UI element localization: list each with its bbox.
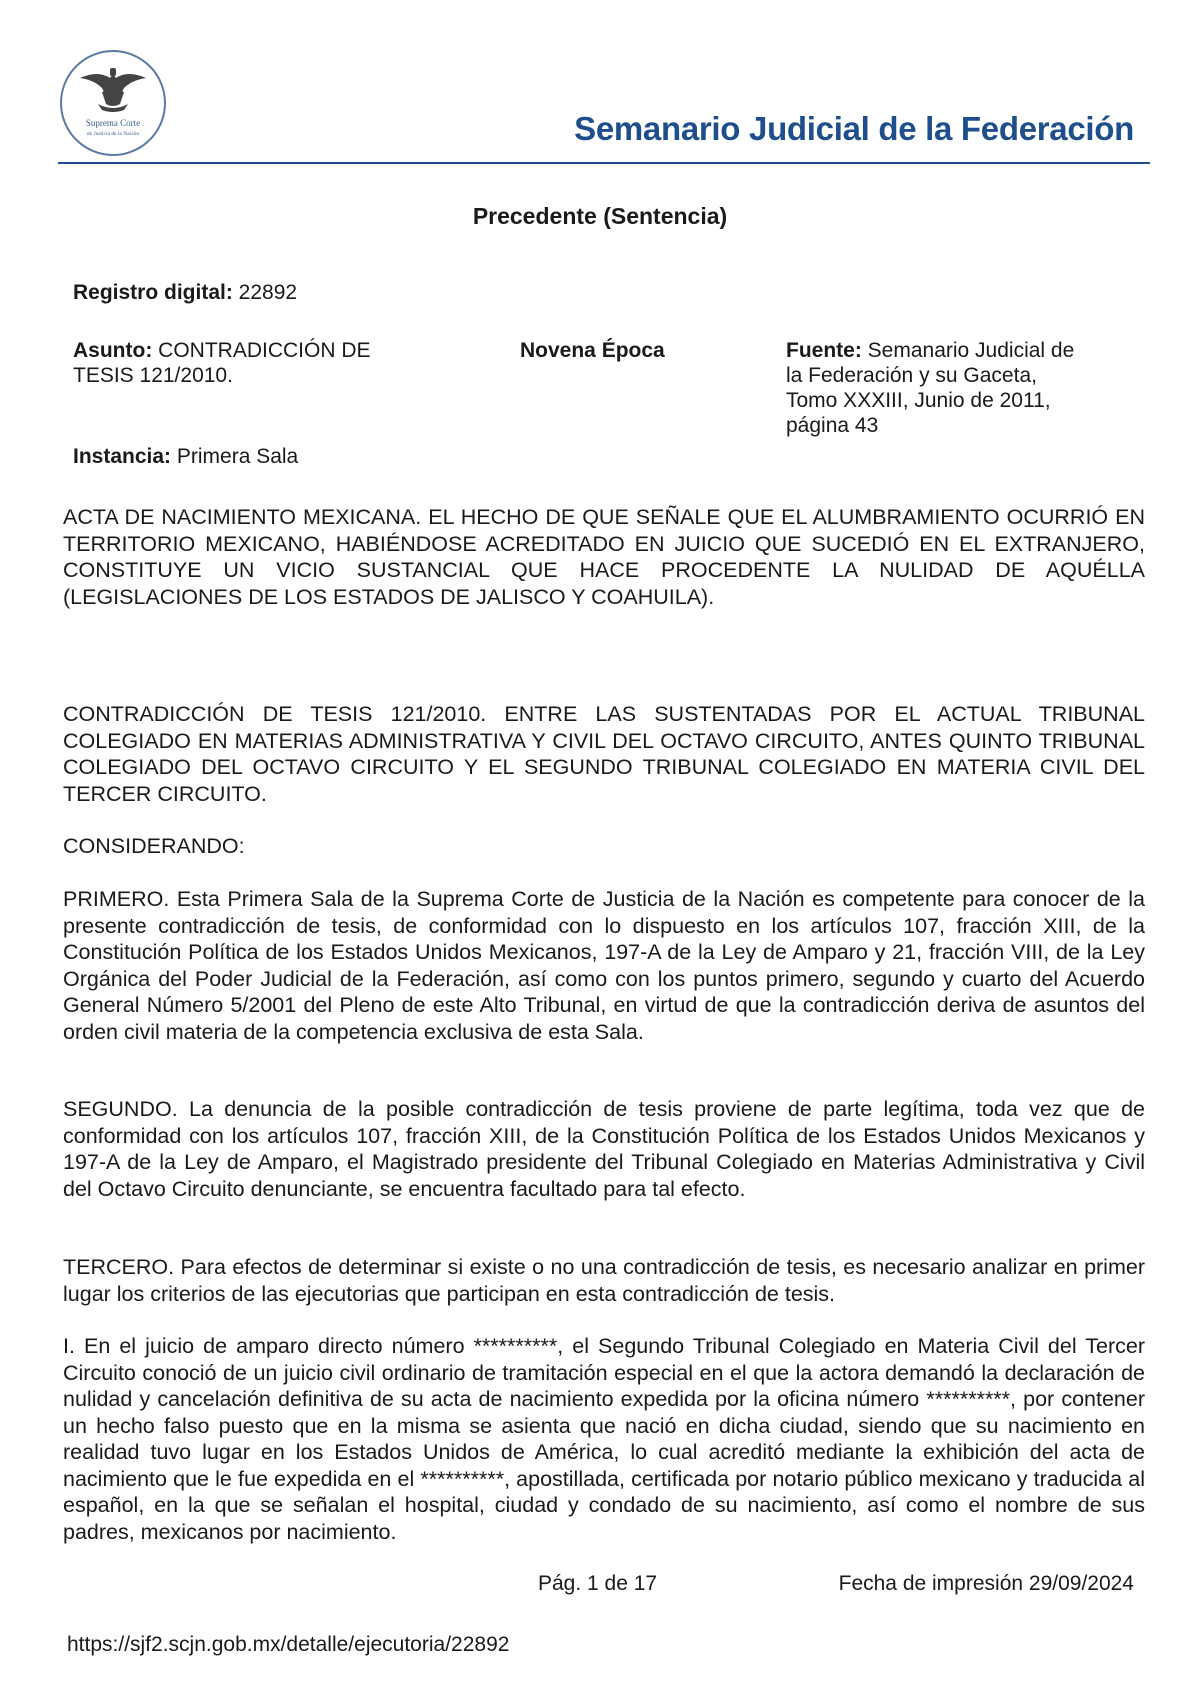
page-number: Pág. 1 de 17 [538,1572,658,1595]
epoca [520,338,665,363]
epoca-label: Novena Época [520,339,665,362]
contradiccion-heading: CONTRADICCIÓN DE TESIS 121/2010. ENTRE LAS SUSTENTADAS POR EL ACTUAL TRIBUNAL COLEGIADO EN MATERIAS ADMINISTRATIVA Y CIVIL DEL OCTAVO CIRCUITO, ANTES QUINTO TRIBUNAL COLEGIADO DEL OCTAVO CIRCUITO Y EL SEGUNDO TRIBUNAL COLEGIADO EN MATERIA CIVIL DEL TERCER CIRCUITO. [63,702,1145,806]
paragraph-segundo: SEGUNDO. La denuncia de la posible contradicción de tesis proviene de parte legítima, toda vez que de conformidad con los artículos 107, fracción XIII, de la Constitución Política de los Estados Unidos Mexicanos y 197-A de la Ley de Amparo, el Magistrado presidente del Tribunal Colegiado en Materias Administrativa y Civil del Octavo Circuito denunciante, se encuentra facultado para tal efecto. [63,1097,1145,1201]
asunto [73,338,371,388]
instancia-label: Instancia: [73,445,172,468]
considerando-heading: CONSIDERANDO: [63,834,245,858]
registro-digital [73,280,297,305]
fuente-line1: Semanario Judicial de [861,339,1075,362]
eagle-icon [80,68,146,112]
scjn-seal-logo [58,48,168,158]
fuente-line2: la Federación y su Gaceta, [786,364,1037,387]
fuente-line4: página 43 [786,414,879,437]
asunto-label: Asunto: [73,339,153,362]
asunto-value-line1: CONTRADICCIÓN DE [152,339,371,362]
instancia-value: Primera Sala [171,445,299,468]
instancia [73,444,298,469]
paragraph-tercero: TERCERO. Para efectos de determinar si existe o no una contradicción de tesis, es necesario analizar en primer lugar los criterios de las ejecutorias que participan en esta contradicción de tesis. [63,1255,1145,1306]
svg-text:de Justicia de la Nación: de Justicia de la Nación [86,131,140,137]
print-date: Fecha de impresión 29/09/2024 [838,1572,1134,1595]
asunto-value-line2: TESIS 121/2010. [73,364,233,387]
thesis-heading: ACTA DE NACIMIENTO MEXICANA. EL HECHO DE QUE SEÑALE QUE EL ALUMBRAMIENTO OCURRIÓ EN TERRITORIO MEXICANO, HABIÉNDOSE ACREDITADO EN JUICIO QUE SUCEDIÓ EN EL EXTRANJERO, CONSTITUYE UN VICIO SUSTANCIAL QUE HACE PROCEDENTE LA NULIDAD DE AQUÉLLA (LEGISLACIONES DE LOS ESTADOS DE JALISCO Y COAHUILA). [63,505,1145,609]
site-title: Semanario Judicial de la Federación [574,110,1134,147]
fuente [786,338,1074,438]
fuente-line3: Tomo XXXIII, Junio de 2011, [786,389,1051,412]
registro-value: 22892 [232,281,298,304]
svg-text:Suprema Corte: Suprema Corte [85,118,141,128]
header-divider [58,162,1150,164]
registro-label: Registro digital: [73,281,233,304]
document-title: Precedente (Sentencia) [472,203,728,229]
paragraph-juicio-amparo: I. En el juicio de amparo directo número **********, el Segundo Tribunal Colegiado en Materia Civil del Tercer Circuito conoció de un juicio civil ordinario de tramitación especial en el que la actora demandó la declaración de nulidad y cancelación definitiva de su acta de nacimiento expedida por la oficina número **********, por contener un hecho falso puesto que en la misma se asienta que nació en dicha ciudad, siendo que su nacimiento en realidad tuvo lugar en los Estados Unidos de América, lo cual acreditó mediante la exhibición del acta de nacimiento que le fue expedida en el **********, apostillada, certificada por notario público mexicano y traducida al español, en la que se señalan el hospital, ciudad y condado de su nacimiento, así como el nombre de sus padres, mexicanos por nacimiento. [63,1334,1145,1544]
fuente-label: Fuente: [786,339,862,362]
paragraph-primero: PRIMERO. Esta Primera Sala de la Suprema Corte de Justicia de la Nación es competente para conocer de la presente contradicción de tesis, de conformidad con lo dispuesto en los artículos 107, fracción XIII, de la Constitución Política de los Estados Unidos Mexicanos, 197-A de la Ley de Amparo y 21, fracción VIII, de la Ley Orgánica del Poder Judicial de la Federación, así como con los puntos primero, segundo y cuarto del Acuerdo General Número 5/2001 del Pleno de este Alto Tribunal, en virtud de que la contradicción deriva de asuntos del orden civil materia de la competencia exclusiva de esta Sala. [63,887,1145,1044]
source-url[interactable]: https://sjf2.scjn.gob.mx/detalle/ejecutoria/22892 [67,1633,510,1656]
